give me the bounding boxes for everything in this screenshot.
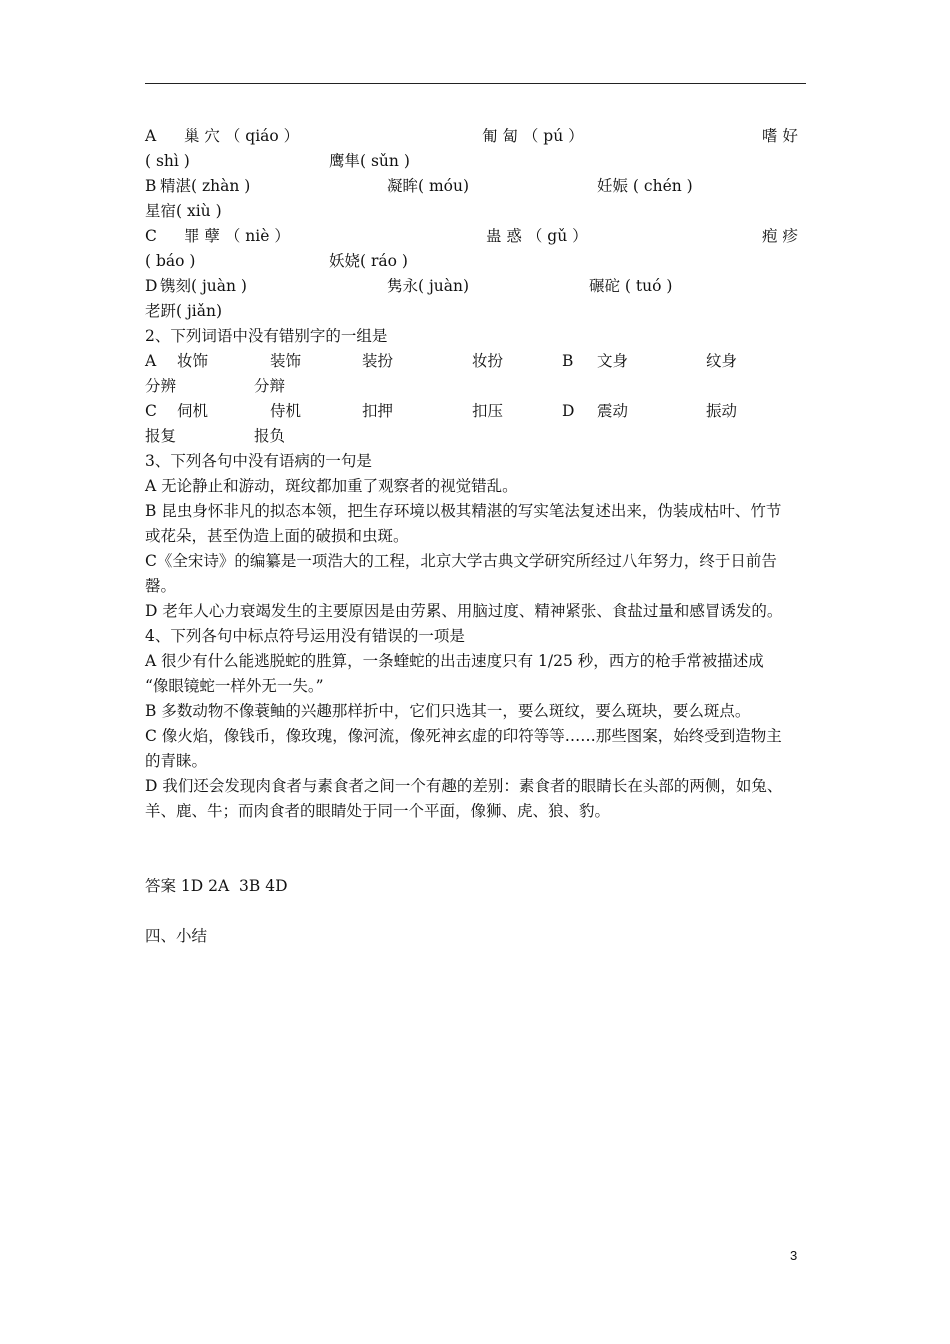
q2-b-word3: 分辨	[145, 377, 177, 395]
q2-b-word2: 纹身	[706, 352, 738, 370]
q1-c-word4: 妖娆( ráo )	[329, 252, 408, 270]
q2-d-word3: 报复	[145, 427, 177, 445]
q1-c-word3: 疱 疹	[762, 227, 798, 245]
q4-option-a-line2: “像眼镜蛇一样外无一失。”	[145, 677, 324, 695]
q1-d-word3: 碾砣 ( tuó )	[589, 277, 673, 295]
q1-a-label: A	[145, 127, 157, 145]
q4-option-d-line1: D 我们还会发现肉食者与素食者之间一个有趣的差别：素食者的眼睛长在头部的两侧，如兔、	[145, 777, 783, 795]
q1-b-word3: 妊娠 ( chén )	[597, 177, 693, 195]
q2-a-word4: 妆扮	[472, 352, 504, 370]
header-rule	[145, 83, 806, 84]
q1-a-word3: 嗜 好	[762, 127, 798, 145]
q1-d-word4: 老趼( jiǎn)	[145, 302, 223, 320]
q2-c-word3: 扣押	[362, 402, 394, 420]
q4-option-d-line2: 羊、鹿、牛；而肉食者的眼睛处于同一个平面，像狮、虎、狼、豹。	[145, 802, 611, 820]
q1-b-label: B	[145, 177, 157, 195]
q4-option-c-line2: 的青睐。	[145, 752, 208, 770]
q1-b-word4: 星宿( xiù )	[145, 202, 222, 220]
q2-c-word1: 伺机	[177, 402, 209, 420]
q1-c-word3-pinyin: ( báo )	[145, 252, 196, 270]
q1-b-word1: 精湛( zhàn )	[160, 177, 251, 195]
q2-a-word3: 装扮	[362, 352, 394, 370]
q2-b-word1: 文身	[597, 352, 629, 370]
q2-d-label: D	[562, 402, 575, 420]
q2-a-word1: 妆饰	[177, 352, 209, 370]
q1-c-label: C	[145, 227, 157, 245]
q4-option-a-line1: A 很少有什么能逃脱蛇的胜算，一条蝰蛇的出击速度只有 1/25 秒，西方的枪手常被描述成	[145, 652, 764, 670]
q1-c-word2: 蛊 惑 （ gǔ ）	[486, 227, 588, 245]
q3-option-b-line2: 或花朵，甚至伪造上面的破损和虫斑。	[145, 527, 409, 545]
q1-a-word4: 鹰隼( sǔn )	[329, 152, 410, 170]
q3-option-c-line1: C《全宋诗》的编纂是一项浩大的工程，北京大学古典文学研究所经过八年努力，终于日前告	[145, 552, 777, 570]
q3-stem: 3、下列各句中没有语病的一句是	[145, 452, 372, 470]
answer-key: 答案 1D 2A 3B 4D	[145, 877, 288, 895]
q1-b-word2: 凝眸( móu)	[387, 177, 470, 195]
q2-d-word1: 震动	[597, 402, 629, 420]
q2-c-label: C	[145, 402, 157, 420]
q3-option-b-line1: B 昆虫身怀非凡的拟态本领，把生存环境以极其精湛的写实笔法复述出来，伪装成枯叶、竹节	[145, 502, 782, 520]
q1-d-word1: 镌刻( juàn )	[160, 277, 247, 295]
q2-b-word4: 分辩	[254, 377, 286, 395]
q3-option-c-line2: 罄。	[145, 577, 177, 595]
section-summary-heading: 四、小结	[145, 927, 208, 945]
q3-option-d: D 老年人心力衰竭发生的主要原因是由劳累、用脑过度、精神紧张、食盐过量和感冒诱发的。	[145, 602, 783, 620]
q4-option-c-line1: C 像火焰，像钱币，像玫瑰，像河流，像死神玄虚的印符等等……那些图案，始终受到造物主	[145, 727, 782, 745]
q1-a-word2: 匍 匐 （ pú ）	[482, 127, 584, 145]
q2-b-label: B	[562, 352, 574, 370]
q1-c-word1: 罪 孽 （ niè ）	[184, 227, 290, 245]
q4-option-b: B 多数动物不像蓑鲉的兴趣那样折中，它们只选其一，要么斑纹，要么斑块，要么斑点。	[145, 702, 751, 720]
q1-d-word2: 隽永( juàn)	[387, 277, 470, 295]
q1-a-word1: 巢 穴 （ qiáo ）	[184, 127, 300, 145]
q2-c-word4: 扣压	[472, 402, 504, 420]
q2-c-word2: 侍机	[270, 402, 302, 420]
q1-d-label: D	[145, 277, 158, 295]
q4-stem: 4、下列各句中标点符号运用没有错误的一项是	[145, 627, 465, 645]
page-number: 3	[790, 1248, 798, 1263]
q2-a-label: A	[145, 352, 157, 370]
q3-option-a: A 无论静止和游动，斑纹都加重了观察者的视觉错乱。	[145, 477, 518, 495]
q2-d-word4: 报负	[254, 427, 286, 445]
q2-d-word2: 振动	[706, 402, 738, 420]
q2-a-word2: 装饰	[270, 352, 302, 370]
q2-stem: 2、下列词语中没有错别字的一组是	[145, 327, 388, 345]
q1-a-word3-pinyin: ( shì )	[145, 152, 190, 170]
